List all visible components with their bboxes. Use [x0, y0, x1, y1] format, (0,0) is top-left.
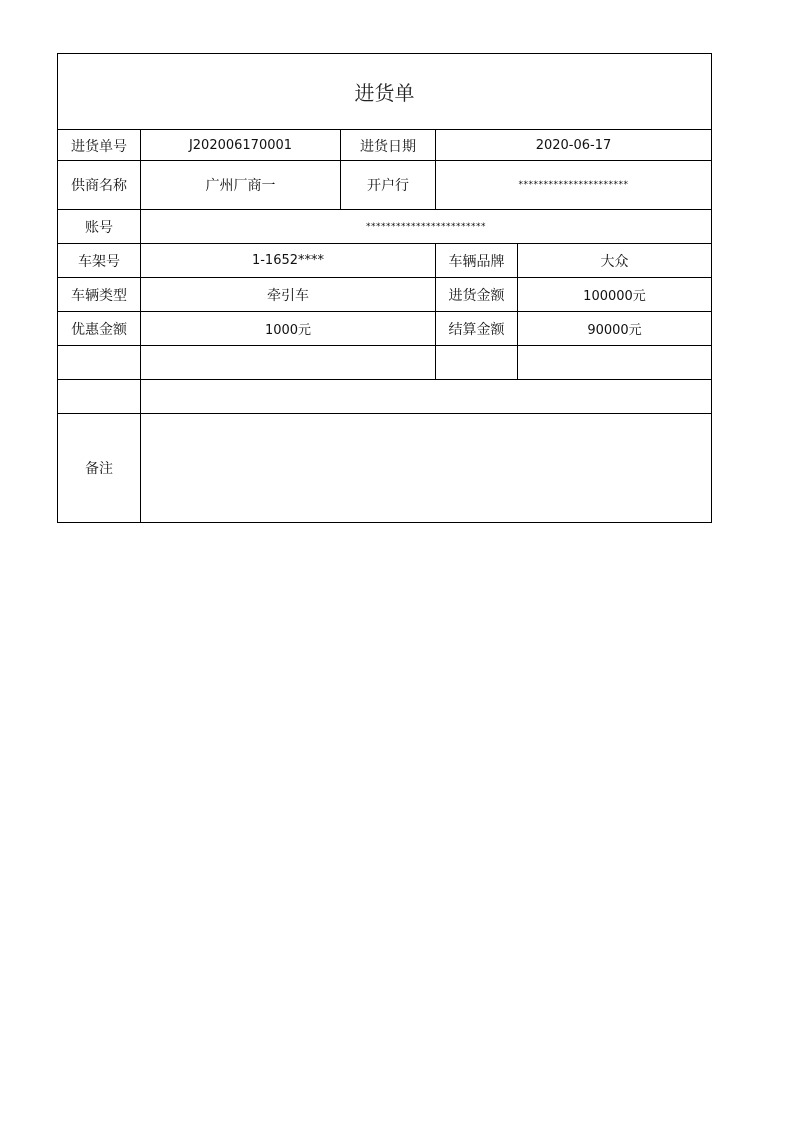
settle-label: 结算金额 — [448, 321, 505, 338]
bank-value: ********************** — [518, 180, 629, 190]
supplier-label: 供商名称 — [71, 178, 127, 194]
discount-label: 优惠金额 — [71, 321, 127, 338]
bank-label: 开户行 — [367, 178, 409, 194]
row-divider — [58, 345, 711, 346]
brand-value: 大众 — [600, 253, 629, 270]
amount-label: 进货金额 — [448, 287, 505, 304]
row-divider — [58, 379, 711, 380]
discount-value: 1000元 — [264, 323, 312, 338]
date-value: 2020-06-17 — [535, 138, 612, 153]
brand-label: 车辆品牌 — [448, 253, 505, 270]
vin-label: 车架号 — [78, 253, 120, 270]
amount-value: 100000元 — [583, 289, 646, 304]
purchase-order-form — [57, 53, 712, 523]
form-title: 进货单 — [58, 54, 711, 130]
settle-value: 90000元 — [587, 323, 642, 338]
order-no-label: 进货单号 — [71, 138, 127, 155]
remark-value — [141, 414, 711, 522]
remark-label: 备注 — [85, 461, 113, 477]
account-label: 账号 — [85, 219, 113, 236]
account-value: ************************ — [366, 221, 486, 232]
order-no-value: J202006170001 — [188, 138, 293, 153]
vin-value: 1-1652**** — [251, 253, 325, 268]
date-label: 进货日期 — [360, 138, 416, 155]
type-label: 车辆类型 — [71, 287, 127, 304]
supplier-value: 广州厂商一 — [205, 178, 276, 194]
type-value: 牵引车 — [267, 287, 309, 304]
